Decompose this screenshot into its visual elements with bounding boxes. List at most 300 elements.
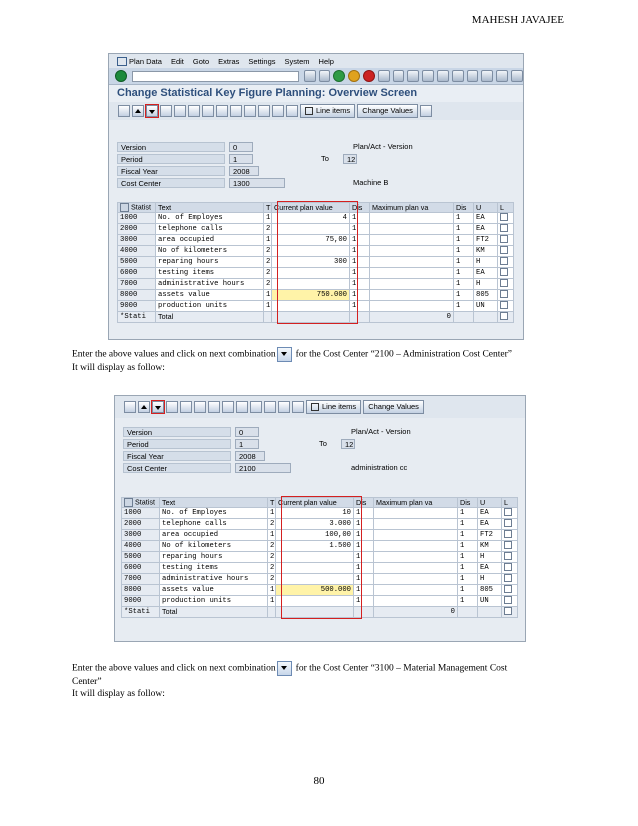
paragraph-1 — [72, 347, 572, 374]
unit-cell: KM — [478, 541, 502, 552]
stat-key-cell: 7000 — [118, 279, 156, 290]
maximum-plan-value-input[interactable] — [374, 563, 458, 574]
checkbox-icon[interactable] — [500, 213, 508, 221]
col-unit[interactable]: U — [478, 498, 502, 508]
version-field[interactable]: 0 — [229, 142, 253, 152]
stat-key-cell: 9000 — [122, 596, 160, 607]
checkbox-icon[interactable] — [504, 574, 512, 582]
dis2-cell[interactable]: 1 — [458, 574, 478, 585]
para2-text-before: Enter the above values and click on next combination — [72, 663, 276, 674]
period-to-field[interactable]: 12 — [341, 439, 355, 449]
col-text[interactable]: Text — [156, 203, 264, 213]
maximum-plan-value-input[interactable] — [374, 596, 458, 607]
unit-cell: EA — [474, 224, 498, 235]
select-all-icon[interactable] — [188, 105, 200, 117]
maximum-plan-value-input[interactable] — [374, 508, 458, 519]
current-plan-value-input[interactable]: 500.000 — [276, 585, 354, 596]
unit-cell: H — [474, 279, 498, 290]
last-page-icon[interactable] — [467, 70, 479, 82]
dis2-cell[interactable]: 1 — [454, 290, 474, 301]
maximum-plan-value-input[interactable] — [370, 257, 454, 268]
period-from-field[interactable]: 1 — [229, 154, 253, 164]
cost-center-label: Cost Center — [123, 463, 231, 473]
delete-icon[interactable] — [236, 401, 248, 413]
stat-key-cell: 8000 — [122, 585, 160, 596]
version-text: Plan/Act - Version — [351, 427, 411, 436]
planning-table — [117, 202, 514, 323]
save-icon[interactable] — [319, 70, 331, 82]
lock-checkbox[interactable] — [502, 530, 518, 541]
lock-checkbox[interactable] — [498, 312, 514, 323]
maximum-plan-value-input[interactable] — [374, 519, 458, 530]
type-cell: 1 — [264, 235, 272, 246]
stat-key-cell: 6000 — [118, 268, 156, 279]
version-label: Version — [117, 142, 225, 152]
current-plan-value-input[interactable] — [276, 574, 354, 585]
stat-key-cell: 2000 — [122, 519, 160, 530]
period-label: Period — [123, 439, 231, 449]
unit-cell: H — [474, 257, 498, 268]
maximum-plan-value-input[interactable] — [374, 574, 458, 585]
detail-icon[interactable] — [222, 401, 234, 413]
stat-key-cell: 9000 — [118, 301, 156, 312]
paste-icon[interactable] — [278, 401, 290, 413]
col-unit[interactable]: U — [474, 203, 498, 213]
table-row — [122, 541, 518, 552]
type-cell: 2 — [268, 541, 276, 552]
table-row — [122, 574, 518, 585]
cost-center-field[interactable]: 1300 — [229, 178, 285, 188]
deselect-icon[interactable] — [208, 401, 220, 413]
cost-center-text: administration cc — [351, 463, 408, 472]
dis2-cell[interactable]: 1 — [454, 213, 474, 224]
text-cell: area occupied — [160, 530, 268, 541]
paste-icon[interactable] — [272, 105, 284, 117]
total-max-cell: 0 — [374, 607, 458, 618]
lock-checkbox[interactable] — [498, 257, 514, 268]
stat-key-cell: 5000 — [122, 552, 160, 563]
menu-bar — [109, 54, 523, 68]
para1-text-after: for the Cost Center “2100 – Administration Cost Center” — [295, 349, 513, 360]
fiscal-year-field[interactable]: 2008 — [229, 166, 259, 176]
current-plan-value-input[interactable] — [276, 563, 354, 574]
dis-cell[interactable]: 1 — [354, 563, 374, 574]
lock-checkbox[interactable] — [502, 541, 518, 552]
line-items-button[interactable] — [306, 400, 361, 414]
dis-cell[interactable]: 1 — [354, 596, 374, 607]
text-cell: telephone calls — [156, 224, 264, 235]
cancel-icon[interactable] — [363, 70, 375, 82]
table-row — [122, 530, 518, 541]
table-header — [118, 203, 514, 213]
menu-settings[interactable]: Settings — [248, 56, 276, 66]
lock-checkbox[interactable] — [498, 301, 514, 312]
dis2-cell[interactable]: 1 — [458, 585, 478, 596]
lock-checkbox[interactable] — [502, 585, 518, 596]
table-header — [122, 498, 518, 508]
dis-cell[interactable]: 1 — [350, 301, 370, 312]
unit-cell: EA — [474, 213, 498, 224]
dis-cell[interactable]: 1 — [350, 224, 370, 235]
current-plan-value-input[interactable] — [272, 268, 350, 279]
first-page-icon[interactable] — [422, 70, 434, 82]
period-to-label: To — [319, 439, 327, 448]
select-all-icon[interactable] — [194, 401, 206, 413]
edit-icon[interactable] — [286, 105, 298, 117]
maximum-plan-value-input[interactable] — [374, 541, 458, 552]
dis2-cell[interactable]: 1 — [454, 268, 474, 279]
current-plan-value-input[interactable] — [276, 596, 354, 607]
dis2-cell[interactable]: 1 — [458, 530, 478, 541]
col-maximum-plan-value[interactable]: Maximum plan va — [370, 203, 454, 213]
select-all-icon[interactable] — [124, 498, 133, 507]
prev-page-icon[interactable] — [437, 70, 449, 82]
lock-checkbox[interactable] — [498, 246, 514, 257]
type-cell: 1 — [268, 585, 276, 596]
fiscal-year-label: Fiscal Year — [123, 451, 231, 461]
total-text-cell: Total — [160, 607, 268, 618]
col-statist[interactable]: Statist — [122, 498, 160, 508]
current-plan-value-input[interactable]: 100,00 — [276, 530, 354, 541]
shortcut-icon[interactable] — [496, 70, 508, 82]
lock-checkbox[interactable] — [502, 607, 518, 618]
table-row — [122, 508, 518, 519]
delete-icon[interactable] — [230, 105, 242, 117]
text-cell: assets value — [156, 290, 264, 301]
checkbox-icon[interactable] — [504, 519, 512, 527]
col-maximum-plan-value[interactable]: Maximum plan va — [374, 498, 458, 508]
text-cell: testing items — [160, 563, 268, 574]
dis-cell[interactable]: 1 — [354, 541, 374, 552]
dis2-cell[interactable]: 1 — [458, 508, 478, 519]
type-cell: 2 — [268, 574, 276, 585]
find-icon[interactable] — [393, 70, 405, 82]
version-label: Version — [123, 427, 231, 437]
checkbox-icon[interactable] — [500, 268, 508, 276]
col-current-plan-value[interactable]: Current plan value — [276, 498, 354, 508]
current-plan-value-input[interactable] — [272, 301, 350, 312]
maximum-plan-value-input[interactable] — [374, 530, 458, 541]
checkbox-icon[interactable] — [504, 607, 512, 615]
checkbox-icon[interactable] — [500, 224, 508, 232]
col-text[interactable]: Text — [160, 498, 268, 508]
type-cell: 1 — [268, 508, 276, 519]
cut-icon[interactable] — [250, 401, 262, 413]
dis-cell[interactable]: 1 — [350, 257, 370, 268]
text-cell: No of kilometers — [156, 246, 264, 257]
type-cell: 2 — [264, 246, 272, 257]
stat-key-cell: 5000 — [118, 257, 156, 268]
application-toolbar — [115, 396, 525, 418]
line-items-label: Line items — [322, 402, 357, 411]
dis-cell[interactable]: 1 — [354, 574, 374, 585]
maximum-plan-value-input[interactable] — [374, 585, 458, 596]
period-from-field[interactable]: 1 — [235, 439, 259, 449]
total-key-cell: *Stati — [118, 312, 156, 323]
planning-table — [121, 497, 518, 618]
col-dis[interactable]: Dis — [350, 203, 370, 213]
checkbox-icon[interactable] — [504, 530, 512, 538]
command-field[interactable] — [132, 71, 299, 82]
lock-checkbox[interactable] — [498, 224, 514, 235]
lock-checkbox[interactable] — [502, 563, 518, 574]
text-cell: No. of Employes — [160, 508, 268, 519]
checkbox-icon[interactable] — [500, 301, 508, 309]
dis2-cell[interactable]: 1 — [454, 279, 474, 290]
current-plan-value-input[interactable]: 4 — [272, 213, 350, 224]
checkbox-icon[interactable] — [504, 541, 512, 549]
table-row — [118, 257, 514, 268]
total-key-cell: *Stati — [122, 607, 160, 618]
current-plan-value-input[interactable]: 75,00 — [272, 235, 350, 246]
checkbox-icon[interactable] — [500, 279, 508, 287]
dis-cell[interactable]: 1 — [354, 552, 374, 563]
lock-checkbox[interactable] — [502, 552, 518, 563]
detail-icon[interactable] — [216, 105, 228, 117]
dis2-cell[interactable]: 1 — [454, 235, 474, 246]
current-plan-value-input[interactable]: 10 — [276, 508, 354, 519]
table-row — [122, 563, 518, 574]
change-values-button[interactable]: Change Values — [357, 104, 418, 118]
fiscal-year-field[interactable]: 2008 — [235, 451, 265, 461]
stat-key-cell: 7000 — [122, 574, 160, 585]
dis2-cell[interactable]: 1 — [454, 224, 474, 235]
copy-icon[interactable] — [258, 105, 270, 117]
next-combination-icon[interactable] — [146, 105, 158, 117]
unit-cell: EA — [474, 268, 498, 279]
dis-cell[interactable]: 1 — [350, 213, 370, 224]
find-icon[interactable] — [180, 401, 192, 413]
back-arrow-icon[interactable] — [304, 70, 316, 82]
menu-extras[interactable]: Extras — [218, 56, 240, 66]
col-lock[interactable]: L — [498, 203, 514, 213]
unit-cell: KM — [474, 246, 498, 257]
current-plan-value-input[interactable]: 1.500 — [276, 541, 354, 552]
screen-title: Change Statistical Key Figure Planning: Overview Screen — [109, 85, 523, 102]
current-plan-value-input[interactable]: 300 — [272, 257, 350, 268]
unit-cell: 805 — [478, 585, 502, 596]
checkbox-icon[interactable] — [504, 585, 512, 593]
dis-cell[interactable]: 1 — [354, 530, 374, 541]
table-row — [118, 224, 514, 235]
unit-cell: FT2 — [474, 235, 498, 246]
exit-icon[interactable] — [348, 70, 360, 82]
find-next-icon[interactable] — [407, 70, 419, 82]
col-t[interactable]: T — [268, 498, 276, 508]
maximum-plan-value-input[interactable] — [370, 268, 454, 279]
col-dis2[interactable]: Dis — [458, 498, 478, 508]
dis2-cell[interactable]: 1 — [458, 541, 478, 552]
change-values-button[interactable]: Change Values — [363, 400, 424, 414]
author-header: MAHESH JAVAJEE — [471, 14, 564, 26]
text-cell: assets value — [160, 585, 268, 596]
period-to-field[interactable]: 12 — [343, 154, 357, 164]
type-cell: 1 — [264, 290, 272, 301]
dis2-cell[interactable]: 1 — [458, 563, 478, 574]
checkbox-icon[interactable] — [504, 508, 512, 516]
lock-checkbox[interactable] — [498, 268, 514, 279]
col-t[interactable]: T — [264, 203, 272, 213]
version-field[interactable]: 0 — [235, 427, 259, 437]
cut-icon[interactable] — [244, 105, 256, 117]
stat-key-cell: 2000 — [118, 224, 156, 235]
dis-cell[interactable]: 1 — [350, 235, 370, 246]
table-row — [118, 290, 514, 301]
col-current-plan-value[interactable]: Current plan value — [272, 203, 350, 213]
menu-plan-data[interactable]: Plan Data — [129, 56, 162, 66]
stat-key-cell: 1000 — [122, 508, 160, 519]
checkbox-icon[interactable] — [500, 290, 508, 298]
text-cell: testing items — [156, 268, 264, 279]
unit-cell: FT2 — [478, 530, 502, 541]
dis-cell[interactable]: 1 — [350, 290, 370, 301]
table-row — [122, 552, 518, 563]
table-row — [118, 213, 514, 224]
type-cell: 1 — [264, 301, 272, 312]
stat-key-cell: 3000 — [118, 235, 156, 246]
lock-checkbox[interactable] — [502, 519, 518, 530]
lock-checkbox[interactable] — [502, 508, 518, 519]
lock-checkbox[interactable] — [498, 235, 514, 246]
text-cell: administrative hours — [160, 574, 268, 585]
dis2-cell[interactable]: 1 — [454, 257, 474, 268]
deselect-icon[interactable] — [202, 105, 214, 117]
total-text-cell: Total — [156, 312, 264, 323]
checkbox-icon[interactable] — [504, 563, 512, 571]
total-row — [118, 312, 514, 323]
current-plan-value-input[interactable] — [272, 246, 350, 257]
type-cell: 2 — [268, 563, 276, 574]
maximum-plan-value-input[interactable] — [374, 552, 458, 563]
current-plan-value-input[interactable] — [276, 552, 354, 563]
next-page-icon[interactable] — [452, 70, 464, 82]
type-cell: 2 — [264, 279, 272, 290]
find-icon[interactable] — [174, 105, 186, 117]
new-session-icon[interactable] — [481, 70, 493, 82]
cost-center-text: Machine B — [353, 178, 389, 187]
dis2-cell[interactable]: 1 — [458, 519, 478, 530]
maximum-plan-value-input[interactable] — [370, 224, 454, 235]
sap-menu-icon[interactable] — [117, 57, 127, 66]
maximum-plan-value-input[interactable] — [370, 213, 454, 224]
lock-checkbox[interactable] — [502, 574, 518, 585]
checkbox-icon[interactable] — [500, 246, 508, 254]
dis2-cell[interactable]: 1 — [454, 301, 474, 312]
unit-cell: EA — [478, 508, 502, 519]
overview-icon[interactable] — [118, 105, 130, 117]
menu-edit[interactable]: Edit — [170, 56, 184, 66]
total-max-cell: 0 — [370, 312, 454, 323]
stat-key-cell: 6000 — [122, 563, 160, 574]
lock-checkbox[interactable] — [498, 279, 514, 290]
table-row — [122, 585, 518, 596]
type-cell: 2 — [264, 257, 272, 268]
unit-cell: EA — [478, 519, 502, 530]
checkbox-icon[interactable] — [500, 235, 508, 243]
cost-center-field[interactable]: 2100 — [235, 463, 291, 473]
menu-system[interactable]: System — [284, 56, 310, 66]
current-plan-value-input[interactable] — [272, 224, 350, 235]
checkbox-icon[interactable] — [504, 552, 512, 560]
col-dis2[interactable]: Dis — [454, 203, 474, 213]
menu-goto[interactable]: Goto — [192, 56, 210, 66]
dis-cell[interactable]: 1 — [350, 246, 370, 257]
maximum-plan-value-input[interactable] — [370, 246, 454, 257]
dis-cell[interactable]: 1 — [350, 268, 370, 279]
enter-icon[interactable] — [115, 70, 127, 82]
type-cell: 2 — [268, 519, 276, 530]
fiscal-year-label: Fiscal Year — [117, 166, 225, 176]
para1-line2: It will display as follow: — [72, 363, 165, 373]
previous-combination-icon[interactable] — [132, 105, 144, 117]
current-plan-value-input[interactable] — [272, 279, 350, 290]
current-plan-value-input[interactable]: 750.000 — [272, 290, 350, 301]
refresh-icon[interactable] — [166, 401, 178, 413]
more-icon[interactable] — [420, 105, 432, 117]
edit-icon[interactable] — [292, 401, 304, 413]
menu-help[interactable]: Help — [318, 56, 334, 66]
maximum-plan-value-input[interactable] — [370, 235, 454, 246]
table-row — [118, 246, 514, 257]
maximum-plan-value-input[interactable] — [370, 290, 454, 301]
text-cell: area occupied — [156, 235, 264, 246]
unit-cell: H — [478, 552, 502, 563]
help-icon[interactable] — [511, 70, 523, 82]
type-cell: 2 — [264, 224, 272, 235]
back-icon[interactable] — [333, 70, 345, 82]
lock-checkbox[interactable] — [498, 213, 514, 224]
maximum-plan-value-input[interactable] — [370, 279, 454, 290]
stat-key-cell: 4000 — [118, 246, 156, 257]
col-statist[interactable]: Statist — [118, 203, 156, 213]
line-items-button[interactable] — [300, 104, 355, 118]
checkbox-icon[interactable] — [500, 257, 508, 265]
copy-icon[interactable] — [264, 401, 276, 413]
text-cell: reparing hours — [156, 257, 264, 268]
current-plan-value-input[interactable]: 3.000 — [276, 519, 354, 530]
dis-cell[interactable]: 1 — [354, 508, 374, 519]
previous-combination-icon[interactable] — [138, 401, 150, 413]
checkbox-icon[interactable] — [504, 596, 512, 604]
refresh-icon[interactable] — [160, 105, 172, 117]
unit-cell: EA — [478, 563, 502, 574]
checkbox-icon[interactable] — [500, 312, 508, 320]
unit-cell: UN — [478, 596, 502, 607]
stat-key-cell: 8000 — [118, 290, 156, 301]
select-all-icon[interactable] — [120, 203, 129, 212]
cost-center-label: Cost Center — [117, 178, 225, 188]
dis2-cell[interactable]: 1 — [454, 246, 474, 257]
lock-checkbox[interactable] — [502, 596, 518, 607]
maximum-plan-value-input[interactable] — [370, 301, 454, 312]
dis2-cell[interactable]: 1 — [458, 552, 478, 563]
dis-cell[interactable]: 1 — [350, 279, 370, 290]
text-cell: production units — [156, 301, 264, 312]
col-lock[interactable]: L — [502, 498, 518, 508]
line-items-icon — [305, 107, 313, 115]
print-icon[interactable] — [378, 70, 390, 82]
dis-cell[interactable]: 1 — [354, 519, 374, 530]
overview-icon[interactable] — [124, 401, 136, 413]
period-to-label: To — [321, 154, 329, 163]
unit-cell: H — [478, 574, 502, 585]
dis-cell[interactable]: 1 — [354, 585, 374, 596]
col-dis[interactable]: Dis — [354, 498, 374, 508]
dis2-cell[interactable]: 1 — [458, 596, 478, 607]
application-toolbar — [109, 102, 523, 120]
lock-checkbox[interactable] — [498, 290, 514, 301]
next-combination-icon[interactable] — [152, 401, 164, 413]
